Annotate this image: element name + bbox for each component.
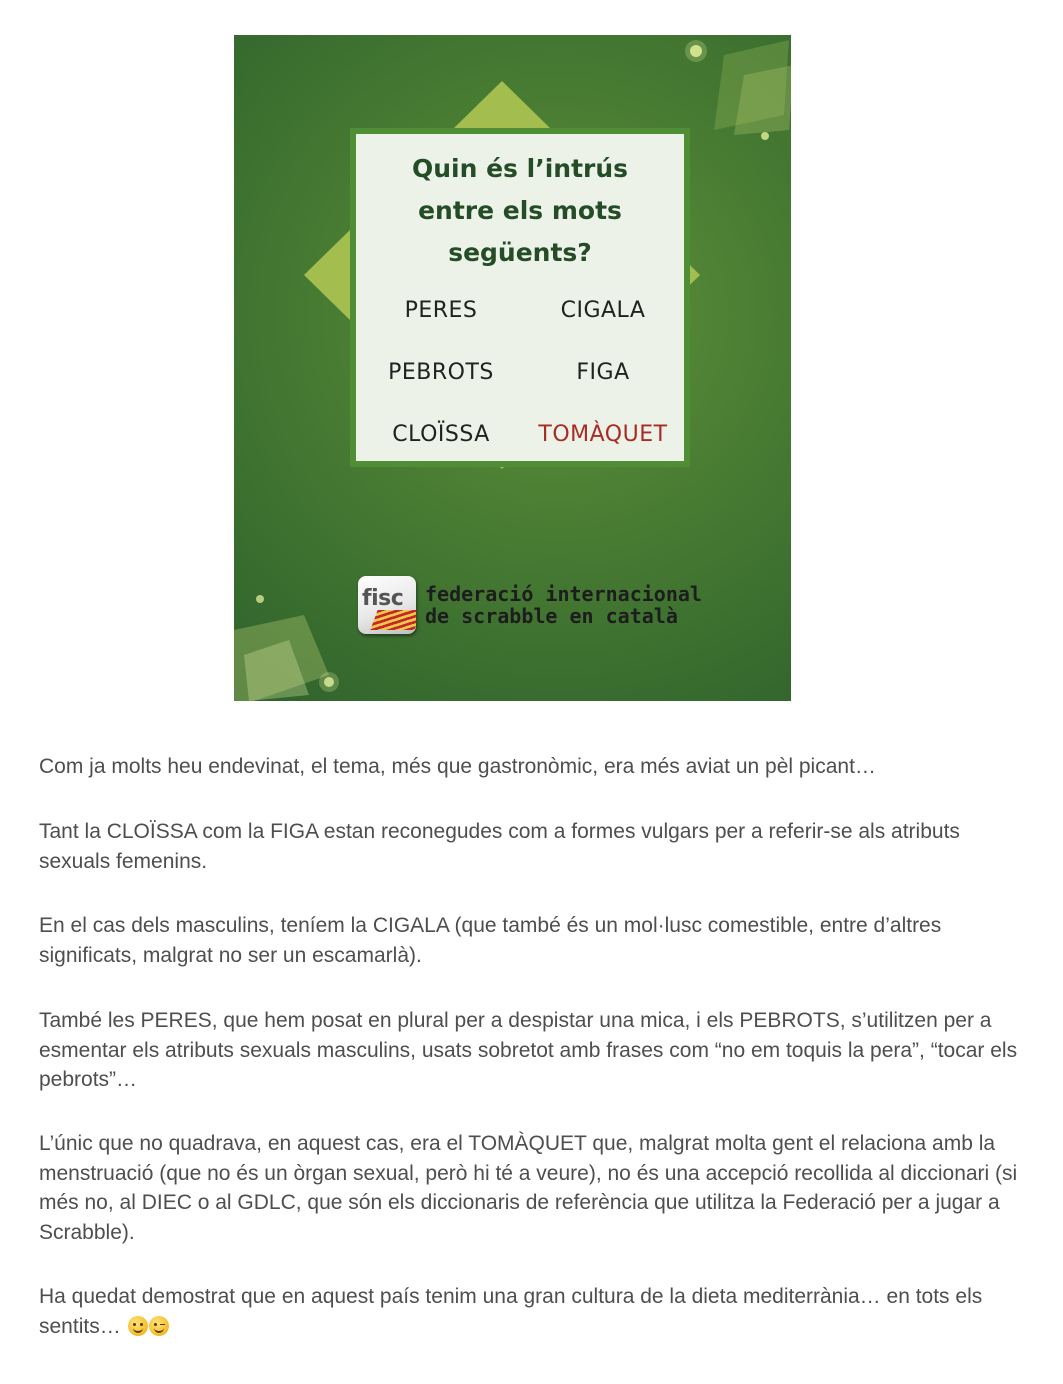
question-heading	[356, 148, 684, 274]
fisc-logo-icon	[358, 576, 416, 634]
article-paragraph: Com ja molts heu endevinat, el tema, més que gastronòmic, era més aviat un pèl picant…	[39, 755, 876, 778]
article-paragraph: També les PERES, que hem posat en plural per a despistar una mica, i els PEBROTS, s’utilitzen per a esmentar els atributs sexuals masculins, usats sobretot amb frases com “no em toquis la pera”, “tocar els pebrots”…	[39, 1009, 1018, 1091]
question-line: entre els mots	[418, 196, 622, 225]
organization-name	[425, 583, 702, 627]
sparkle-icon	[318, 671, 340, 693]
question-line: següents?	[448, 238, 592, 267]
sparkle-icon	[252, 591, 268, 607]
article-paragraph-final	[39, 1282, 1034, 1341]
winking-face-icon	[149, 1316, 169, 1336]
sparkle-icon	[684, 39, 708, 63]
logo-stripes	[370, 610, 416, 630]
star-decoration-bottom-left-icon	[234, 605, 354, 701]
question-card	[350, 128, 690, 467]
word-option: FIGA	[576, 360, 630, 385]
article-paragraph: L’únic que no quadrava, en aquest cas, era el TOMÀQUET que, malgrat molta gent el relaciona amb la menstruació (que no és un òrgan sexual, però hi té a veure), no és una accepció recollida al diccionari (si més no, al DIEC o al GDLC, que són els diccionaris de referència que utilitza la Federació per a jugar a Scrabble).	[39, 1132, 1018, 1244]
article-paragraph: Tant la CLOÏSSA com la FIGA estan reconegudes com a formes vulgars per a referir-se als atributs sexuals femenins.	[39, 820, 960, 873]
question-card-inner	[356, 134, 684, 461]
word-option: PERES	[404, 298, 478, 323]
word-option: CLOÏSSA	[392, 422, 490, 447]
organization-name-line: federació internacional	[425, 582, 702, 606]
puzzle-image	[234, 35, 791, 701]
article-paragraph: En el cas dels masculins, teníem la CIGALA (que també és un mol·lusc comestible, entre d’altres significats, malgrat no ser un escamarlà).	[39, 914, 942, 967]
question-line: Quin és l’intrús	[411, 154, 629, 183]
logo-letters: fisc	[362, 586, 404, 611]
word-option-answer: TOMÀQUET	[538, 422, 668, 447]
star-decoration-top-right-icon	[704, 35, 791, 145]
word-option: PEBROTS	[388, 360, 494, 385]
sparkle-icon	[758, 129, 772, 143]
smiling-face-icon	[128, 1316, 148, 1336]
word-option: CIGALA	[560, 298, 646, 323]
organization-name-line: de scrabble en català	[425, 604, 678, 628]
article-paragraph-text: Ha quedat demostrat que en aquest país tenim una gran cultura de la dieta mediterrània… en tots els sentits…	[39, 1285, 983, 1338]
